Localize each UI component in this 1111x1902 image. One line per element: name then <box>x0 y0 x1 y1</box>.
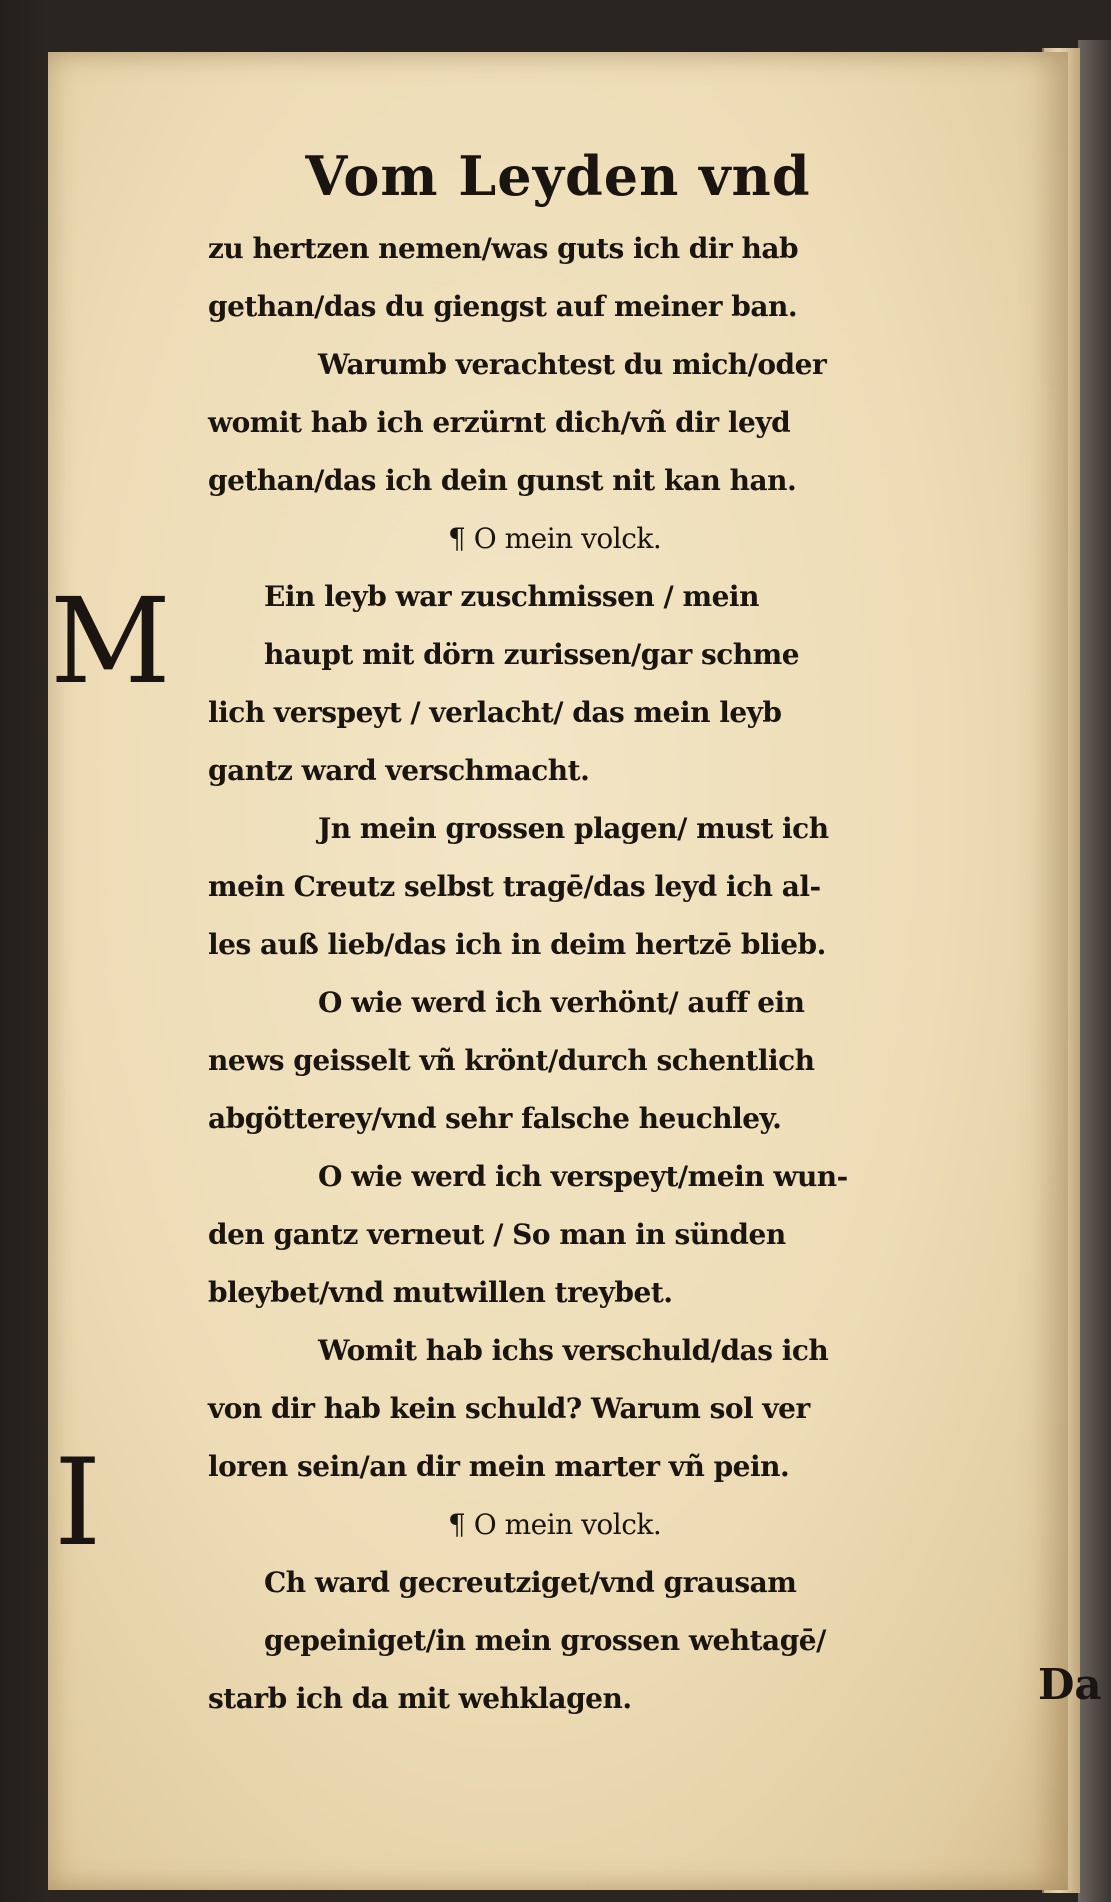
text-block <box>208 220 1088 1728</box>
book-page <box>48 52 1102 1890</box>
text-line: abgötterey/vnd sehr falsche heuchley. <box>208 1102 782 1135</box>
text-line: den gantz verneut / So man in sünden <box>208 1218 786 1251</box>
text-line: Warumb verachtest du mich/oder <box>318 348 827 381</box>
text-line: von dir hab kein schuld? Warum sol ver <box>208 1392 810 1425</box>
text-line: gepeiniget/in mein grossen wehtagē/ <box>264 1624 826 1657</box>
text-line: lich verspeyt / verlacht/ das mein leyb <box>208 696 782 729</box>
text-line: mein Creutz selbst tragē/das leyd ich al- <box>208 870 821 903</box>
catchword: Da <box>1038 1660 1102 1709</box>
refrain-line: ¶ O mein volck. <box>448 522 662 555</box>
text-line: zu hertzen nemen/was guts ich dir hab <box>208 232 799 265</box>
refrain-line: ¶ O mein volck. <box>448 1508 662 1541</box>
running-header: Vom Leyden vnd <box>305 144 811 208</box>
text-line: les auß lieb/das ich in deim hertzē blieb. <box>208 928 826 961</box>
drop-cap-i: I <box>54 1434 102 1573</box>
text-line: haupt mit dörn zurissen/gar schme <box>264 638 800 671</box>
drop-cap-m: M <box>50 572 171 710</box>
text-line: O wie werd ich verhönt/ auff ein <box>318 986 805 1019</box>
text-line: Womit hab ichs verschuld/das ich <box>318 1334 829 1367</box>
text-line: loren sein/an dir mein marter vñ pein. <box>208 1450 790 1483</box>
text-line: Ch ward gecreutziget/vnd grausam <box>264 1566 797 1599</box>
text-line: O wie werd ich verspeyt/mein wun- <box>318 1160 848 1193</box>
text-line: news geisselt vñ krönt/durch schentlich <box>208 1044 815 1077</box>
text-line: bleybet/vnd mutwillen treybet. <box>208 1276 673 1309</box>
text-line: womit hab ich erzürnt dich/vñ dir leyd <box>208 406 791 439</box>
text-line: Jn mein grossen plagen/ must ich <box>318 812 829 845</box>
text-line: starb ich da mit wehklagen. <box>208 1682 632 1715</box>
text-line: Ein leyb war zuschmissen / mein <box>264 580 759 613</box>
text-line: gantz ward verschmacht. <box>208 754 590 787</box>
text-line: gethan/das ich dein gunst nit kan han. <box>208 464 797 497</box>
text-line: gethan/das du giengst auf meiner ban. <box>208 290 798 323</box>
